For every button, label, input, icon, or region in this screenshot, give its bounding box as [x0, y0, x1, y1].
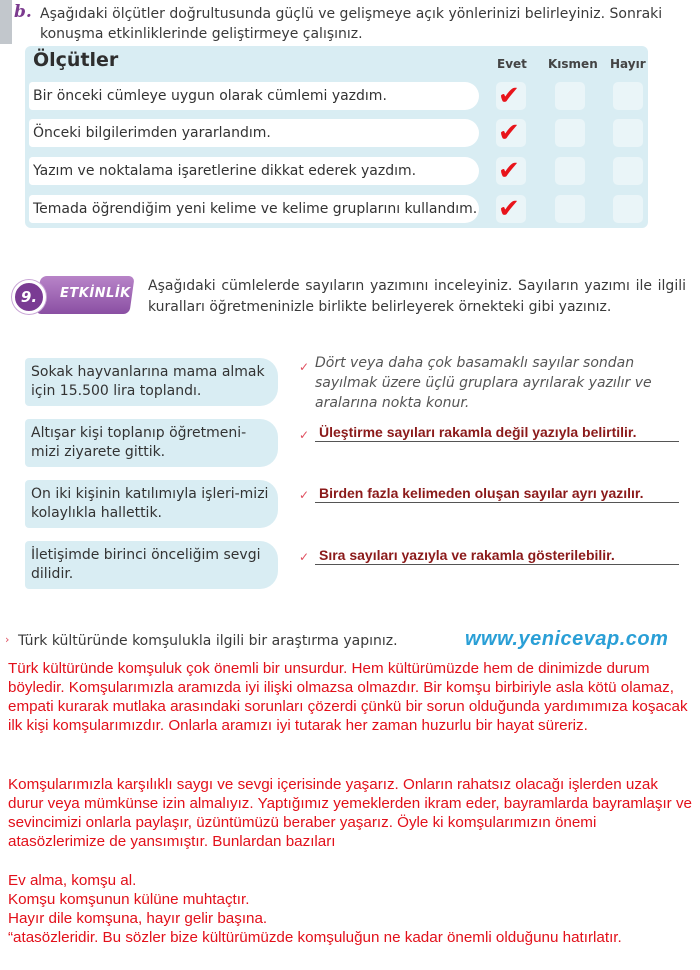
section-letter: b. [14, 2, 32, 22]
sentence-card: Sokak hayvanlarına mama almak için 15.500 lira toplandı. [25, 358, 278, 406]
sentence-card: Altışar kişi toplanıp öğretmeni-mizi ziyarete gittik. [25, 419, 278, 467]
arrow-icon: ✓ [299, 488, 310, 502]
activity-badge [10, 274, 132, 318]
arrow-icon: ✓ [299, 428, 310, 442]
column-header-evet: Evet [497, 57, 527, 71]
answer-line[interactable]: Üleştirme sayıları rakamla değil yazıyla belirtilir. [315, 424, 679, 442]
kismen-checkbox[interactable] [555, 82, 585, 110]
kismen-checkbox[interactable] [555, 195, 585, 223]
check-mark-icon: ✔ [498, 156, 520, 186]
arrow-icon: ✓ [299, 360, 310, 374]
criteria-title: Ölçütler [33, 49, 119, 71]
activity-number: 9. [12, 280, 46, 314]
column-header-kismen: Kısmen [548, 57, 598, 71]
check-mark-icon: ✔ [498, 81, 520, 111]
criteria-row: Yazım ve noktalama işaretlerine dikkat ederek yazdım. [29, 157, 479, 185]
example-rule: Dört veya daha çok basamaklı sayılar sondan sayılmak üzere üçlü gruplara ayrılarak yazılır ve aralarına nokta konur. [315, 355, 652, 411]
column-header-hayir: Hayır [610, 57, 646, 71]
hayir-checkbox[interactable] [613, 82, 643, 110]
section-instruction: Aşağıdaki ölçütler doğrultusunda güçlü ve gelişmeye açık yönlerinizi belirleyiniz. Sonraki konuşma etkinliklerinde geliştirmeye çalışınız. [40, 6, 663, 42]
criteria-row: Temada öğrendiğim yeni kelime ve kelime gruplarını kullandım. [29, 195, 479, 223]
sentence-card: On iki kişinin katılımıyla işleri-mizi kolaylıkla hallettik. [25, 480, 278, 528]
answer-line[interactable]: Sıra sayıları yazıyla ve rakamla gösterilebilir. [315, 547, 679, 565]
criteria-row: Bir önceki cümleye uygun olarak cümlemi yazdım. [29, 82, 479, 110]
arrow-icon: ✓ [299, 550, 310, 564]
hayir-checkbox[interactable] [613, 157, 643, 185]
section-marker-bar [0, 0, 12, 44]
watermark-logo: www.yenicevap.com [465, 628, 669, 650]
kismen-checkbox[interactable] [555, 119, 585, 147]
research-title: Türk kültüründe komşulukla ilgili bir araştırma yapınız. [18, 633, 398, 649]
answer-line[interactable]: Birden fazla kelimeden oluşan sayılar ayrı yazılır. [315, 485, 679, 503]
activity-label: ETKİNLİK [60, 286, 131, 301]
kismen-checkbox[interactable] [555, 157, 585, 185]
answer-paragraph: Türk kültüründe komşuluk çok önemli bir unsurdur. Hem kültürümüzde hem de dinimizde durum böyledir. Komşularımızla aramızda iyi ilişki olmazsa olmazdır. Bir komşu birbiriyle asla kötü olamaz, empati kurarak mutlaka arasındaki sorunları çözerdi çünkü bir sorun olduğunda yardımımıza koşacak ilk kişi komşularımızdır. Onlarla aramızı iyi tutarak her zaman huzurlu bir hayat süreriz. [8, 660, 688, 734]
check-mark-icon: ✔ [498, 118, 520, 148]
hayir-checkbox[interactable] [613, 195, 643, 223]
criteria-row: Önceki bilgilerimden yararlandım. [29, 119, 479, 147]
hayir-checkbox[interactable] [613, 119, 643, 147]
answer-paragraph: Komşularımızla karşılıklı saygı ve sevgi içerisinde yaşarız. Onların rahatsız olacağı işlerden uzak durur veya mümkünse izin almalıyız. Yaptığımız yemeklerden ikram eder, bayramlarda bayramlaşır ve sevincimizi onlarla paylaşır, üzüntümüzü beraber yaşarız. Öyle ki komşularımızın önemi atasözlerimize de yansımıştır. Bunlardan bazıları [8, 776, 692, 850]
proverbs-paragraph: Ev alma, komşu al. Komşu komşunun külüne muhtaçtır. Hayır dile komşuna, hayır gelir başına. “atasözleridir. Bu sözler bize kültürümüzde komşuluğun ne kadar önemli olduğunu hatırlatır. [8, 872, 622, 946]
check-mark-icon: ✔ [498, 194, 520, 224]
bullet-icon: › [5, 633, 10, 646]
activity-instruction: Aşağıdaki cümlelerde sayıların yazımını inceleyiniz. Sayıların yazımı ile ilgili kuralları öğretmeninizle birlikte belirleyerek örnekteki gibi yazınız. [148, 278, 686, 315]
sentence-card: İletişimde birinci önceliğim sevgi dilidir. [25, 541, 278, 589]
